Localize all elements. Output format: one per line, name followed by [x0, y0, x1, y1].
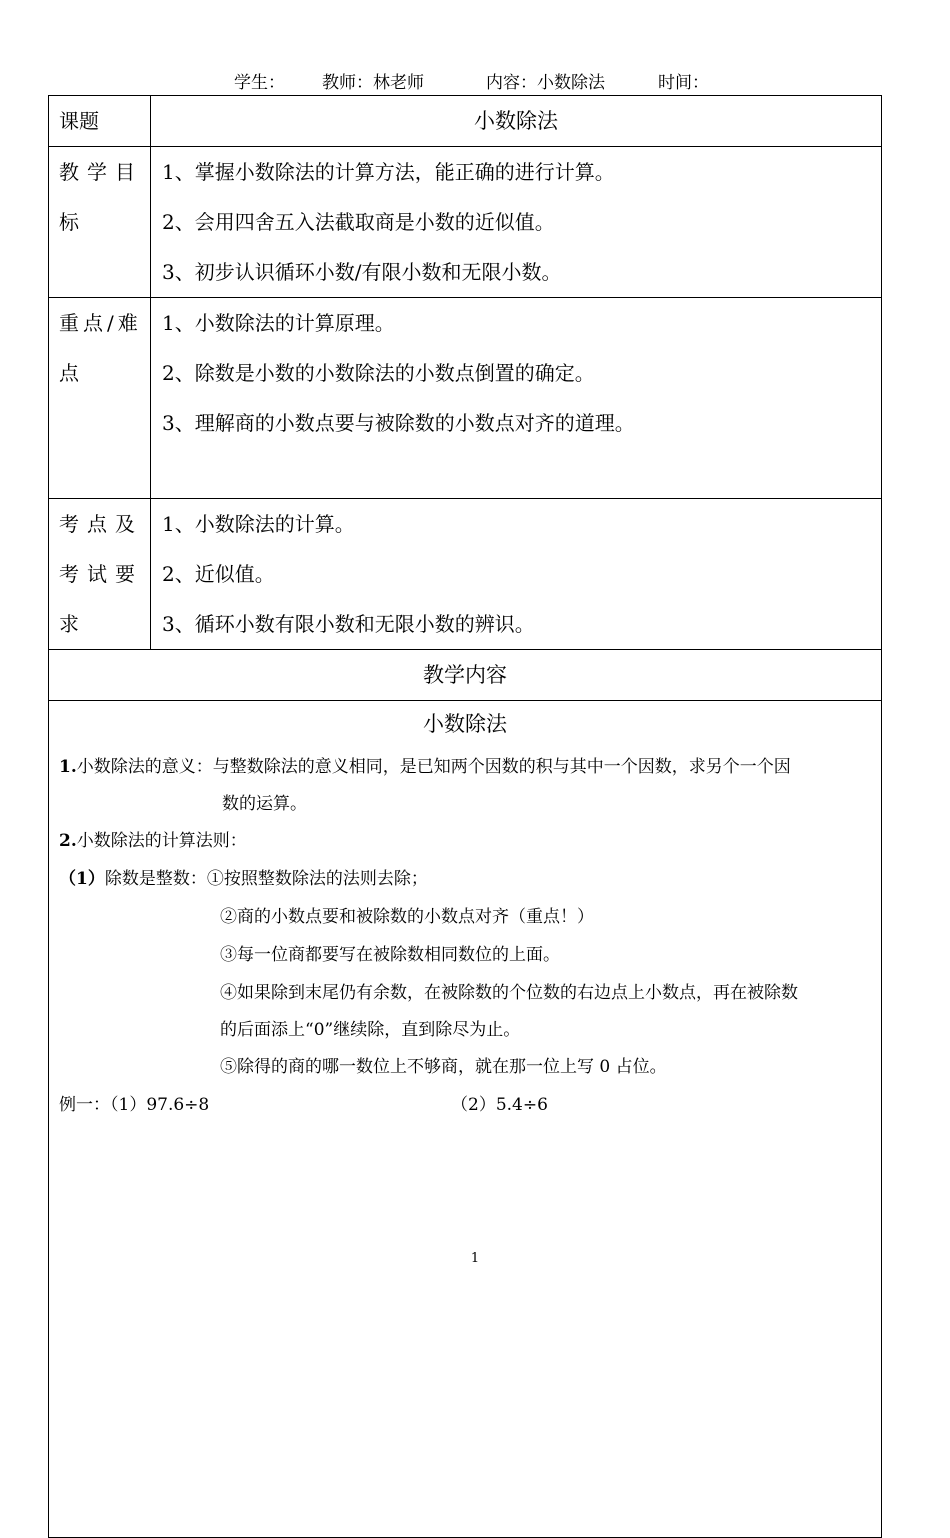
document-header [0, 68, 950, 94]
goal-item: 3、初步认识循环小数/有限小数和无限小数。 [162, 260, 562, 284]
example-1: （1）97.6÷8 [110, 1095, 210, 1115]
example-2: （2）5.4÷6 [451, 1095, 548, 1115]
content-row [49, 701, 882, 1538]
step-item: ③每一位商都要写在被除数相同数位的上面。 [220, 945, 560, 965]
step-item: ①按照整数除法的法则去除； [206, 869, 428, 889]
step-item: ⑤除得的商的哪一数位上不够商，就在那一位上写 0 占位。 [220, 1057, 667, 1077]
step-item: ④如果除到末尾仍有余数，在被除数的个位数的右边点上小数点，再在被除数 [220, 983, 798, 1003]
step-item-continued: 的后面添上“0”继续除，直到除尽为止。 [220, 1020, 521, 1040]
goals-label-cell [49, 147, 151, 298]
section-title-row [49, 650, 882, 701]
exam-label-cell [49, 499, 151, 650]
definition-line-1 [59, 749, 791, 786]
definition-line-2: 数的运算。 [222, 794, 307, 814]
exam-point-item: 3、循环小数有限小数和无限小数的辨识。 [162, 612, 535, 636]
topic-label: 课题 [59, 109, 99, 133]
page-number: 1 [470, 1251, 480, 1266]
goals-label: 教学目标 [59, 160, 143, 234]
key-point-item: 3、理解商的小数点要与被除数的小数点对齐的道理。 [162, 411, 635, 435]
exam-row [49, 499, 882, 650]
rule-number: 2. [59, 831, 77, 851]
rule-title: 小数除法的计算法则： [76, 831, 247, 851]
header-time: 时间： [658, 73, 709, 93]
definition-number: 1. [59, 757, 77, 777]
goal-item: 2、会用四舍五入法截取商是小数的近似值。 [162, 210, 555, 234]
header-student: 学生： [234, 73, 285, 93]
header-content: 内容：小数除法 [486, 73, 605, 93]
goals-cell [151, 147, 882, 298]
section-title-cell [49, 650, 882, 701]
exam-label: 考点及考试要求 [59, 512, 143, 636]
topic-value: 小数除法 [474, 109, 558, 133]
goals-row [49, 147, 882, 298]
example-label: 例一： [59, 1095, 110, 1115]
example-line [59, 1087, 209, 1124]
exam-point-item: 2、近似值。 [162, 562, 275, 586]
case-label: 除数是整数： [104, 869, 207, 889]
key-points-row [49, 298, 882, 499]
header-teacher: 教师：林老师 [322, 73, 424, 93]
exam-point-item: 1、小数除法的计算。 [162, 512, 355, 536]
case-number: （1） [59, 869, 105, 889]
key-point-item: 2、除数是小数的小数除法的小数点倒置的确定。 [162, 361, 595, 385]
rule-heading [59, 823, 247, 860]
definition-text: 小数除法的意义：与整数除法的意义相同，是已知两个因数的积与其中一个因数，求另个一个因 [76, 757, 791, 777]
exam-points-cell [151, 499, 882, 650]
topic-row [49, 96, 882, 147]
topic-value-cell [151, 96, 882, 147]
case-heading [59, 861, 428, 898]
section-title: 教学内容 [423, 663, 507, 687]
content-title: 小数除法 [423, 712, 507, 736]
step-item: ②商的小数点要和被除数的小数点对齐（重点！） [220, 907, 594, 927]
lesson-plan-table [48, 95, 882, 1538]
key-point-item: 1、小数除法的计算原理。 [162, 311, 395, 335]
goal-item: 1、掌握小数除法的计算方法，能正确的进行计算。 [162, 160, 615, 184]
content-cell [49, 701, 882, 1538]
key-label: 重点/难点 [59, 311, 142, 385]
key-label-cell [49, 298, 151, 499]
topic-label-cell [49, 96, 151, 147]
key-points-cell [151, 298, 882, 499]
